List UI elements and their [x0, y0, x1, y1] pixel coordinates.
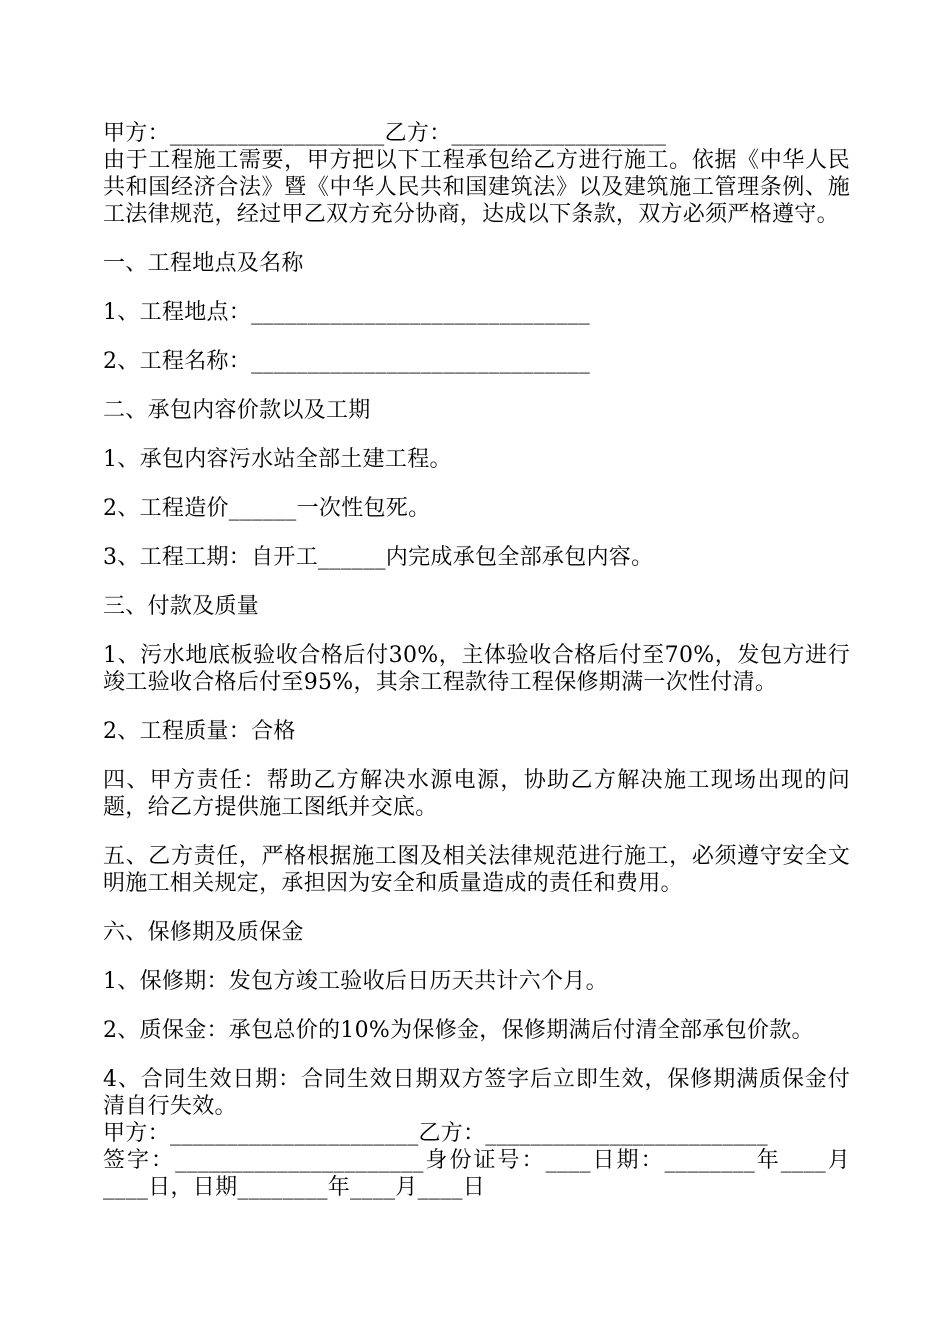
project-cost-line: 2、工程造价______一次性包死。: [103, 496, 431, 521]
signature-party-line: 甲方：______________________乙方：_________________________: [103, 1121, 768, 1146]
party-a-responsibility-paragraph: 四、甲方责任：帮助乙方解决水源电源，协助乙方解决施工现场出现的问题，给乙方提供施工图纸并交底。: [103, 768, 850, 820]
retention-money-line: 2、质保金：承包总价的10%为保修金，保修期满后付清全部承包价款。: [103, 1018, 814, 1043]
project-location-line: 1、工程地点：______________________________: [103, 300, 591, 325]
section-3-heading: 三、付款及质量: [103, 594, 260, 619]
project-name-line: 2、工程名称：______________________________: [103, 349, 591, 374]
contract-scope-line: 1、承包内容污水站全部土建工程。: [103, 447, 452, 472]
section-1-heading: 一、工程地点及名称: [103, 251, 304, 276]
project-duration-line: 3、工程工期：自开工______内完成承包全部承包内容。: [103, 545, 654, 570]
intro-paragraph: 由于工程施工需要，甲方把以下工程承包给乙方进行施工。依据《中华人民共和国经济合法》暨《中华人民共和国建筑法》以及建筑施工管理条例、施工法律规范，经过甲乙双方充分协商，达成以下条款，双方必须严格遵守。: [103, 148, 850, 227]
party-header-line: 甲方：___________________乙方：___________________: [103, 121, 667, 146]
section-6-heading: 六、保修期及质保金: [103, 920, 304, 945]
party-b-responsibility-paragraph: 五、乙方责任，严格根据施工图及相关法律规范进行施工，必须遵守安全文明施工相关规定，承担因为安全和质量造成的责任和费用。: [103, 844, 850, 896]
quality-line: 2、工程质量：合格: [103, 719, 296, 744]
signature-date-line: 签字：______________________身份证号：____日期：________年____月____日，日期________年____月____日: [103, 1148, 850, 1200]
warranty-period-line: 1、保修期：发包方竣工验收后日历天共计六个月。: [103, 969, 608, 994]
section-2-heading: 二、承包内容价款以及工期: [103, 398, 371, 423]
effective-date-paragraph: 4、合同生效日期：合同生效日期双方签字后立即生效，保修期满质保金付清自行失效。: [103, 1067, 850, 1119]
payment-terms-paragraph: 1、污水地底板验收合格后付30%，主体验收合格后付至70%，发包方进行竣工验收合格后付至95%，其余工程款待工程保修期满一次性付清。: [103, 643, 850, 695]
